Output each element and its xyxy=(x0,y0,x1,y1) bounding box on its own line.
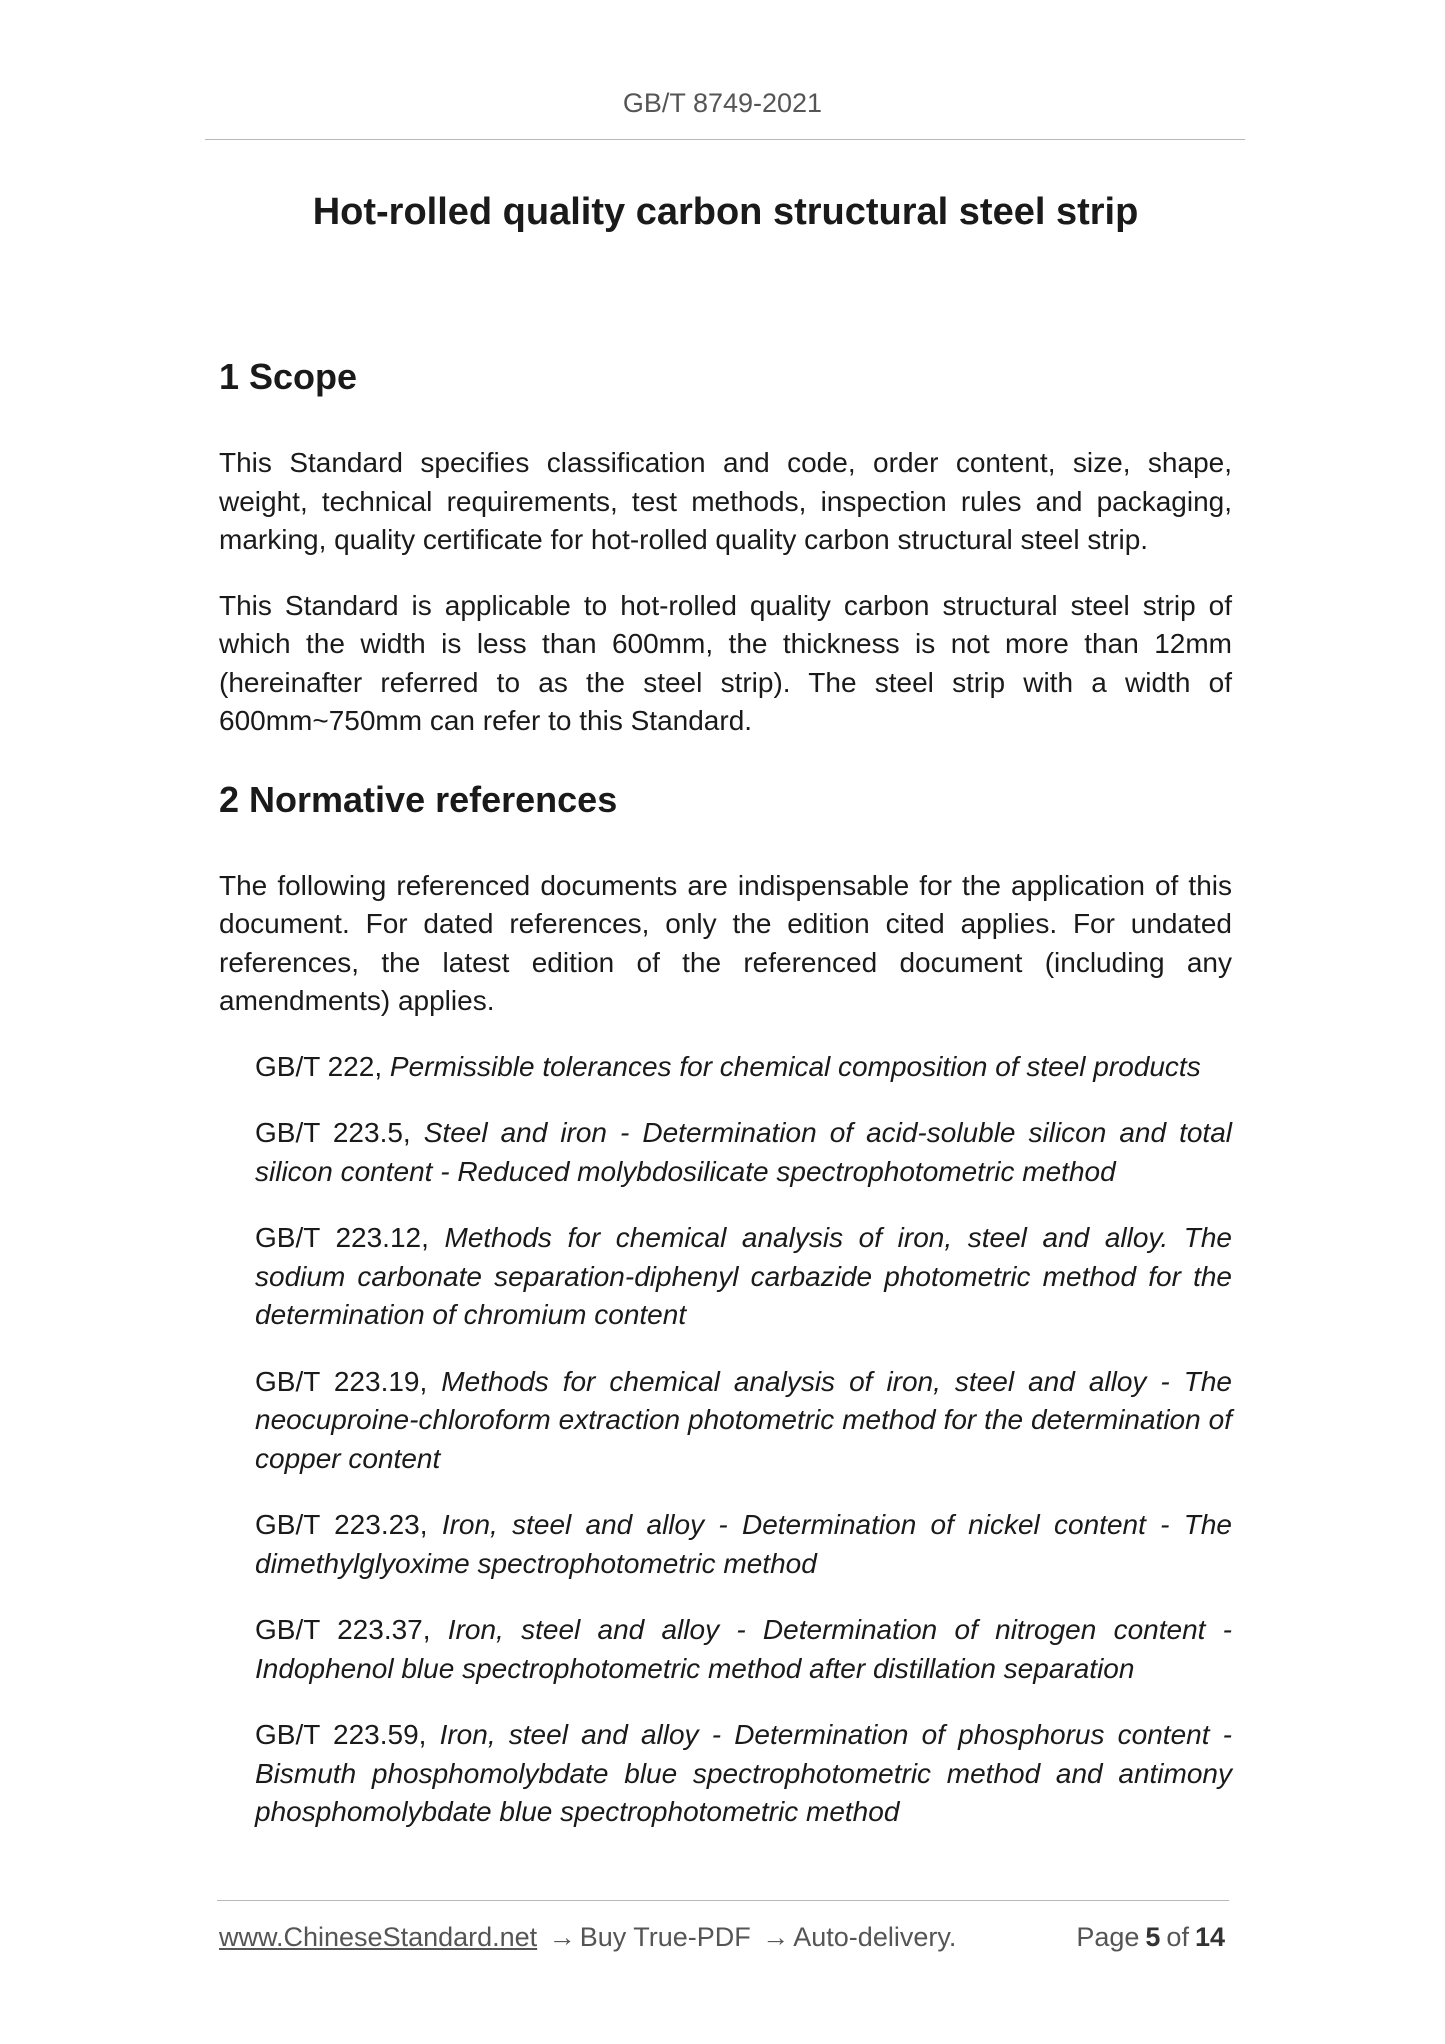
reference-code: GB/T 222, xyxy=(255,1050,390,1082)
section-heading-normative-references: 2 Normative references xyxy=(219,778,618,820)
reference-list xyxy=(219,1048,1232,1832)
website-link[interactable]: www.ChineseStandard.net xyxy=(219,1922,538,1952)
document-body xyxy=(219,180,1232,1860)
reference-title: Methods for chemical analysis of iron, steel and alloy. The sodium carbonate separation-diphenyl carbazide photometric method for the determination of chromium content xyxy=(255,1222,1232,1330)
header-divider xyxy=(205,139,1245,140)
scope-paragraph: This Standard is applicable to hot-rolled quality carbon structural steel strip of which the width is less than 600mm, the thickness is not more than 12mm (hereinafter referred to as the steel strip). The steel strip with a width of 600mm~750mm can refer to this Standard. xyxy=(219,589,1232,736)
scope-paragraph: This Standard specifies classification and code, order content, size, shape, weight, technical requirements, test methods, inspection rules and packaging, marking, quality certificate for hot-rolled quality carbon structural steel strip. xyxy=(219,447,1232,555)
page-label: Page xyxy=(1076,1922,1140,1952)
references-intro-paragraph: The following referenced documents are indispensable for the application of this document. For dated references, only the edition cited applies. For undated references, the latest edition of the referenced document (including any amendments) applies. xyxy=(219,869,1232,1016)
reference-title: Iron, steel and alloy - Determination of nickel content - The dimethylglyoxime spectrophotometric method xyxy=(255,1509,1232,1579)
page-number xyxy=(1076,1920,1231,1954)
footer-promo xyxy=(219,1920,956,1954)
reference-item xyxy=(255,1611,1232,1688)
section-heading-scope: 1 Scope xyxy=(219,356,358,397)
reference-code: GB/T 223.5, xyxy=(255,1117,424,1148)
buy-true-pdf-text: Buy True-PDF xyxy=(579,1922,751,1952)
document-title: Hot-rolled quality carbon structural steel strip xyxy=(312,191,1139,233)
reference-code: GB/T 223.23, xyxy=(255,1509,442,1540)
reference-code: GB/T 223.37, xyxy=(255,1614,448,1645)
reference-item xyxy=(255,1114,1232,1191)
reference-item xyxy=(255,1219,1232,1335)
reference-item xyxy=(255,1716,1232,1832)
reference-title: Iron, steel and alloy - Determination of phosphorus content - Bismuth phosphomolybdate blue spectrophotometric method and antimony phosphomolybdate blue spectrophotometric method xyxy=(255,1719,1232,1827)
reference-item xyxy=(255,1048,1232,1087)
auto-delivery-text: Auto-delivery. xyxy=(793,1922,957,1952)
reference-title: Permissible tolerances for chemical composition of steel products xyxy=(389,1050,1201,1082)
reference-code: GB/T 223.59, xyxy=(255,1719,440,1750)
reference-title: Methods for chemical analysis of iron, steel and alloy - The neocuproine-chloroform extraction photometric method for the determination of copper content xyxy=(255,1365,1233,1474)
running-header: GB/T 8749-2021 xyxy=(622,88,823,118)
current-page-number: 5 xyxy=(1145,1922,1161,1952)
arrow-right-icon: → xyxy=(762,1922,790,1952)
reference-item xyxy=(255,1363,1232,1479)
page-of-label: of xyxy=(1166,1922,1189,1952)
total-pages-number: 14 xyxy=(1194,1922,1225,1952)
reference-code: GB/T 223.12, xyxy=(255,1222,445,1253)
reference-code: GB/T 223.19, xyxy=(255,1365,442,1397)
reference-title: Steel and iron - Determination of acid-soluble silicon and total silicon content - Reduced molybdosilicate spectrophotometric method xyxy=(255,1117,1232,1187)
arrow-right-icon: → xyxy=(548,1922,576,1952)
reference-title: Iron, steel and alloy - Determination of nitrogen content - Indophenol blue spectrophotometric method after distillation separation xyxy=(255,1614,1233,1684)
footer-divider xyxy=(217,1900,1229,1901)
reference-item xyxy=(255,1506,1232,1583)
